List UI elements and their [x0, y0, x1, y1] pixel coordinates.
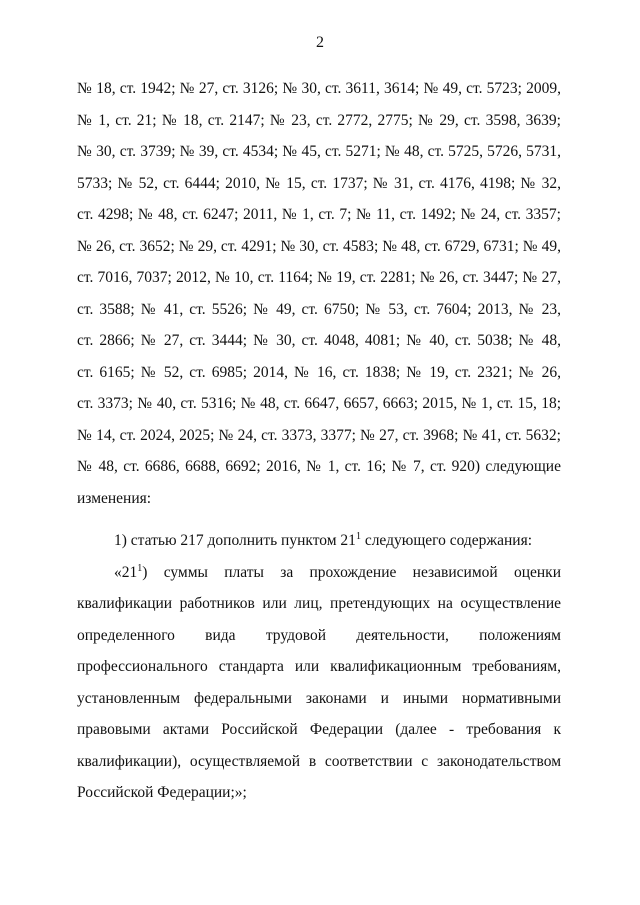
text-line: квалификации), осуществляемой в соответствии с законодательством: [77, 752, 561, 770]
text-line: ст. 3373; № 40, ст. 5316; № 48, ст. 6647, 6657, 6663; 2015, № 1, ст. 15, 18;: [77, 395, 561, 412]
text-line: № 30, ст. 3739; № 39, ст. 4534; № 45, ст. 5271; № 48, ст. 5725, 5726, 5731,: [77, 143, 561, 160]
text-line: № 14, ст. 2024, 2025; № 24, ст. 3373, 3377; № 27, ст. 3968; № 41, ст. 5632;: [77, 426, 561, 444]
text-line: ст. 6165; № 52, ст. 6985; 2014, № 16, ст. 1838; № 19, ст. 2321; № 26,: [77, 363, 561, 381]
text-line: профессионального стандарта или квалификационным требованиям,: [77, 658, 561, 675]
amendment-item-1: [77, 528, 561, 560]
clause-text: ) суммы платы за прохождение независимой оценки: [142, 563, 561, 581]
text-line: 5733; № 52, ст. 6444; 2010, № 15, ст. 1737; № 31, ст. 4176, 4198; № 32,: [77, 174, 561, 192]
text-line: определенного вида трудовой деятельности, положениям: [77, 626, 561, 644]
text-line: № 26, ст. 3652; № 29, ст. 4291; № 30, ст. 4583; № 48, ст. 6729, 6731; № 49,: [77, 237, 561, 255]
text-line: изменения:: [77, 489, 152, 507]
text-line: № 1, ст. 21; № 18, ст. 2147; № 23, ст. 2772, 2775; № 29, ст. 3598, 3639;: [77, 111, 561, 129]
text-line: № 18, ст. 1942; № 27, ст. 3126; № 30, ст. 3611, 3614; № 49, ст. 5723; 2009,: [77, 80, 561, 97]
superscript: 1: [355, 531, 361, 542]
text-line: [77, 560, 561, 592]
references-paragraph: [77, 76, 561, 517]
text-line: ст. 3588; № 41, ст. 5526; № 49, ст. 6750; № 53, ст. 7604; 2013, № 23,: [77, 300, 561, 318]
text-line: № 48, ст. 6686, 6688, 6692; 2016, № 1, ст. 16; № 7, ст. 920) следующие: [77, 458, 561, 475]
document-body: [77, 76, 561, 812]
item-text: 1) статью 217 дополнить пунктом 21: [114, 532, 356, 549]
item-text: следующего содержания:: [360, 532, 533, 549]
clause-text: «21: [114, 563, 138, 581]
text-line: ст. 7016, 7037; 2012, № 10, ст. 1164; № 19, ст. 2281; № 26, ст. 3447; № 27,: [77, 269, 561, 286]
text-line: правовыми актами Российской Федерации (далее - требования к: [77, 721, 561, 738]
superscript: 1: [137, 562, 143, 574]
text-line: квалификации работников или лиц, претендующих на осуществление: [77, 595, 561, 612]
text-line: ст. 4298; № 48, ст. 6247; 2011, № 1, ст. 7; № 11, ст. 1492; № 24, ст. 3357;: [77, 206, 561, 223]
text-line: установленным федеральными законами и иными нормативными: [77, 689, 561, 707]
page-number: 2: [316, 34, 324, 51]
quoted-clause: [77, 560, 561, 812]
text-line: Российской Федерации;»;: [77, 784, 247, 801]
text-line: ст. 2866; № 27, ст. 3444; № 30, ст. 4048, 4081; № 40, ст. 5038; № 48,: [77, 332, 561, 349]
